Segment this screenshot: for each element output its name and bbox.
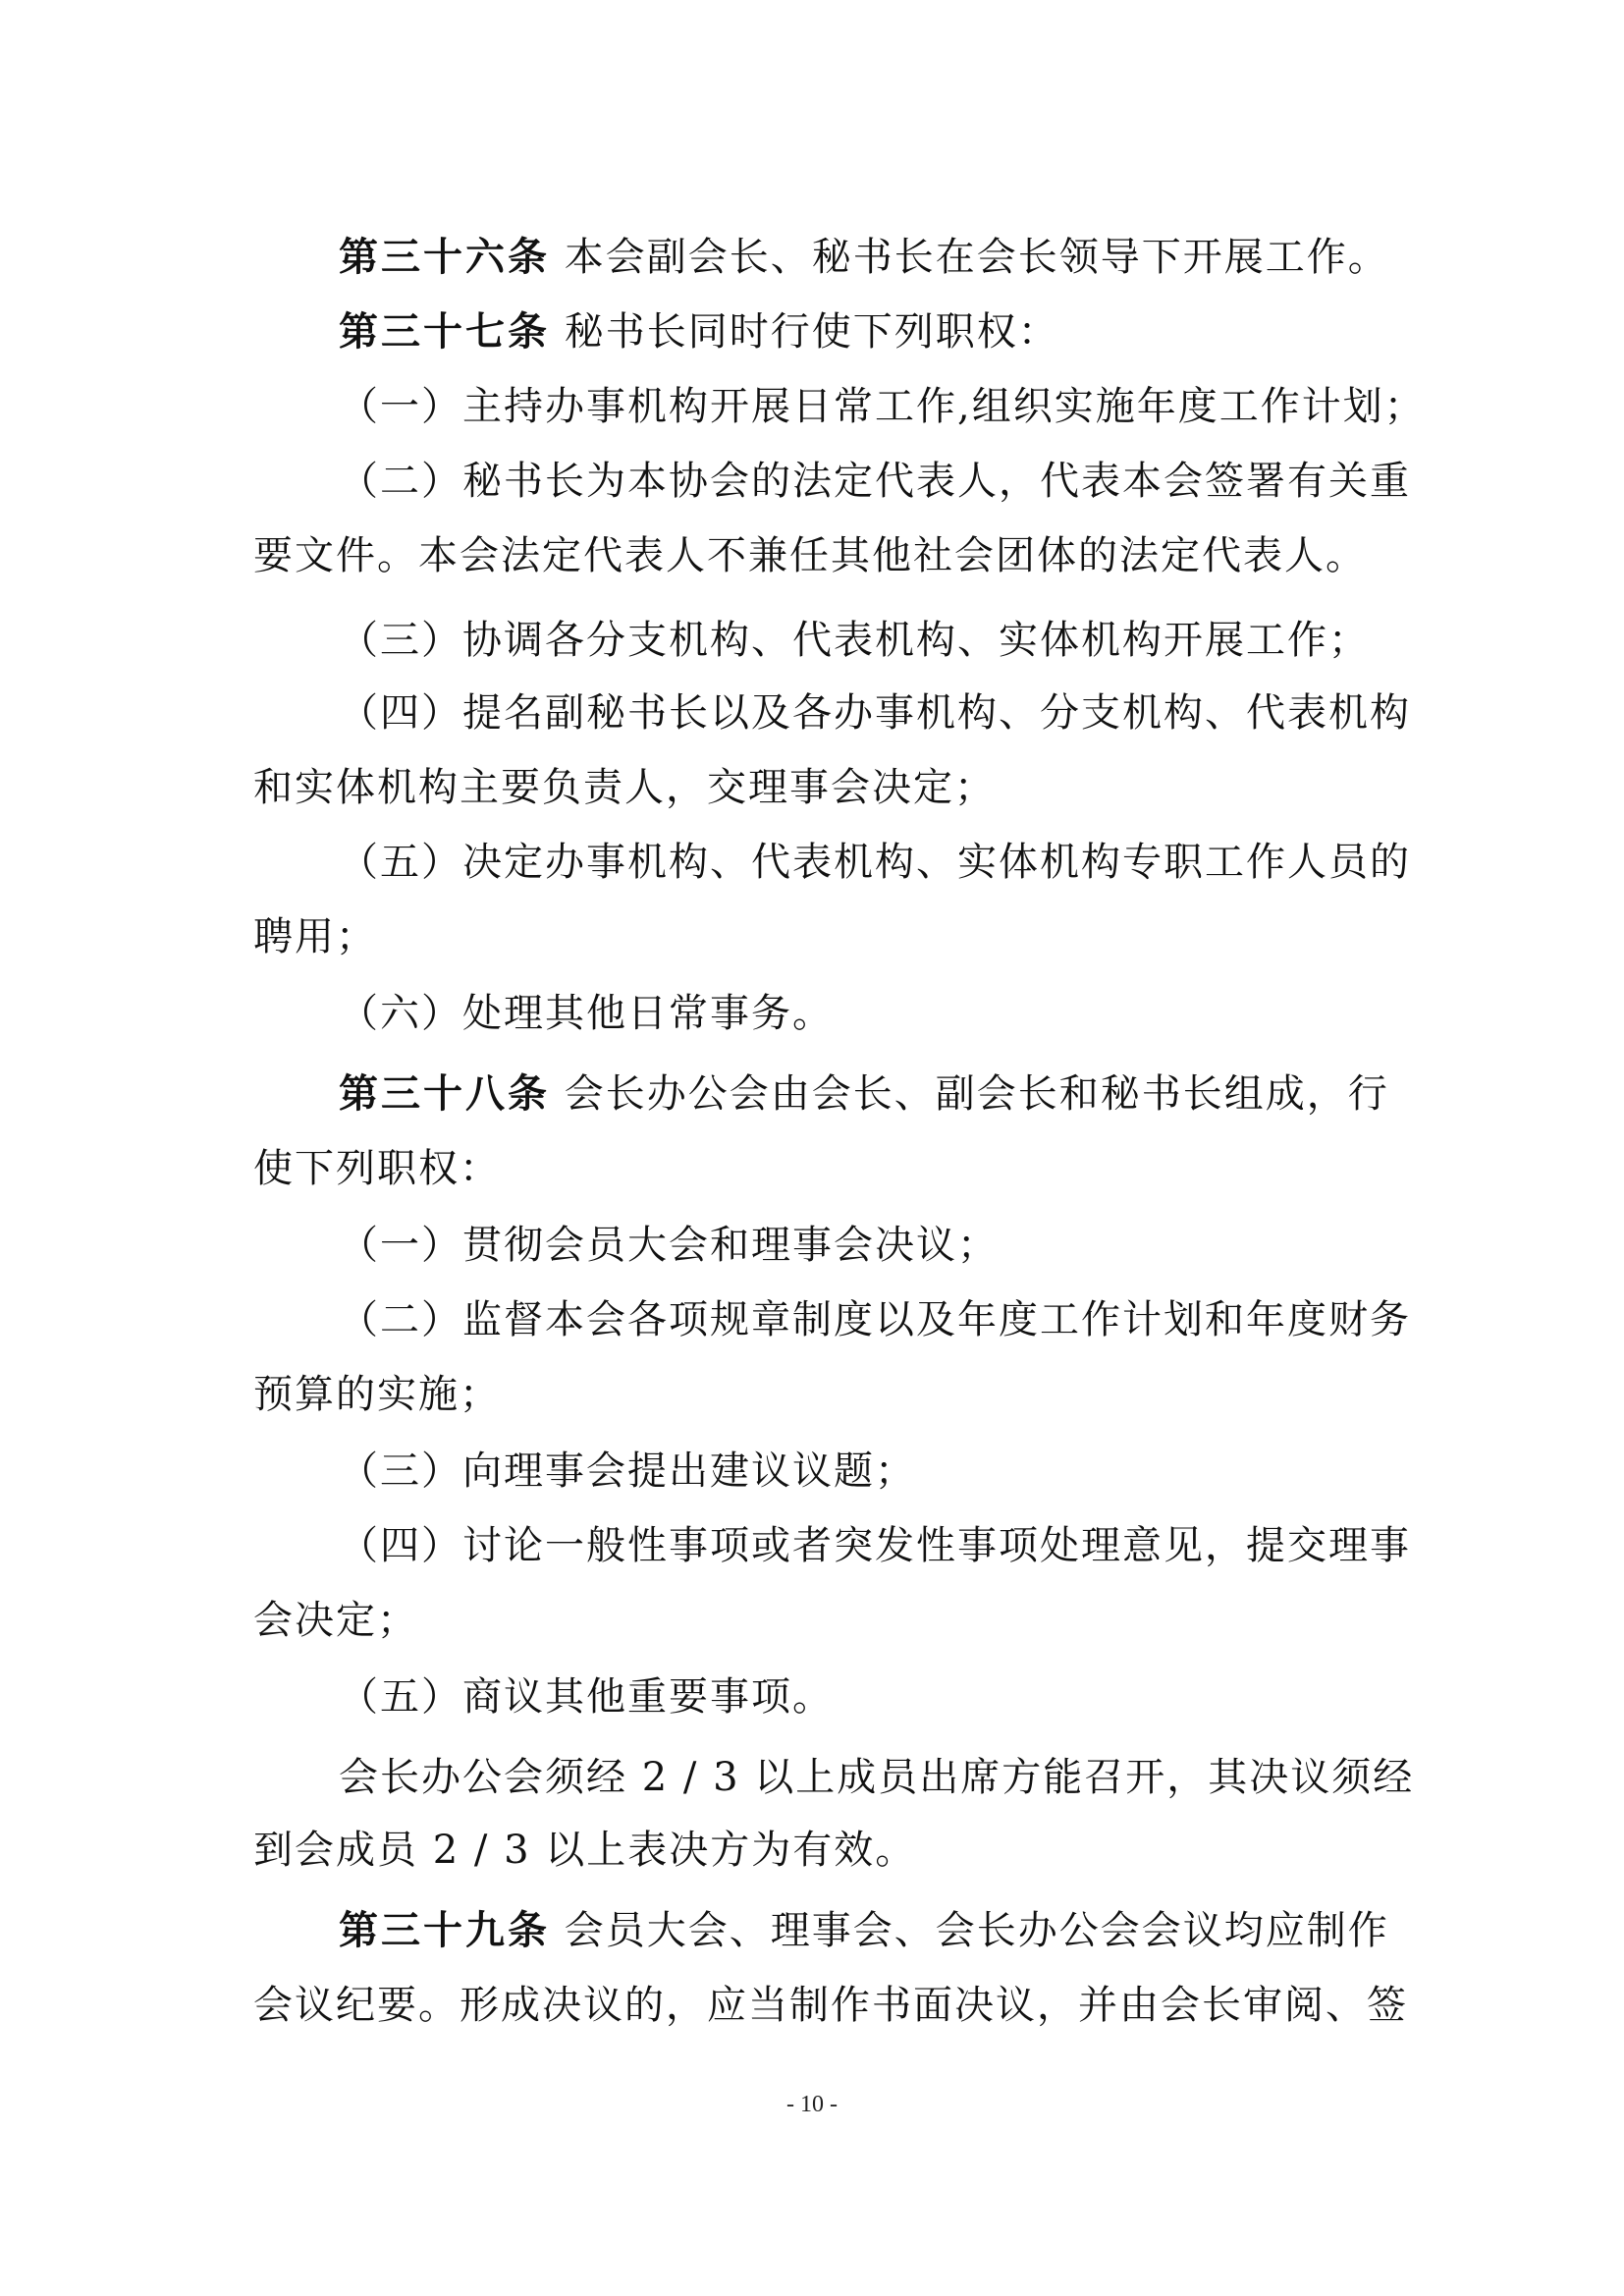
line-text: （五）决定办事机构、代表机构、实体机构专职工作人员的 — [339, 840, 1411, 885]
page-number: - 10 - — [786, 2092, 838, 2117]
text-line — [339, 687, 1411, 738]
line-text: （四）提名副秘书长以及各办事机构、分支机构、代表机构 — [339, 690, 1411, 736]
line-text: 到会成员 2 / 3 以上表决方为有效。 — [253, 1828, 917, 1873]
text-line — [253, 530, 1392, 581]
text-line — [253, 762, 1392, 813]
text-line — [253, 1369, 1392, 1420]
line-text: （五）商议其他重要事项。 — [339, 1674, 834, 1720]
line-text: （三）协调各分支机构、代表机构、实体机构开展工作； — [339, 618, 1370, 663]
text-line — [339, 615, 1392, 666]
text-line — [339, 1220, 1392, 1271]
text-line — [253, 1825, 1392, 1876]
text-line — [253, 1595, 1392, 1646]
line-text: 会员大会、理事会、会长办公会会议均应制作 — [550, 1908, 1389, 1953]
text-line — [339, 1520, 1411, 1571]
text-line — [339, 456, 1411, 507]
line-text: （二）监督本会各项规章制度以及年度工作计划和年度财务 — [339, 1297, 1411, 1342]
text-line — [339, 1068, 1392, 1120]
line-text: 聘用； — [253, 914, 377, 959]
article-number: 第三十八条 — [339, 1071, 550, 1117]
line-text: （一）贯彻会员大会和理事会决议； — [339, 1223, 999, 1268]
line-text: 要文件。本会法定代表人不兼任其他社会团体的法定代表人。 — [253, 533, 1367, 578]
line-text: 和实体机构主要负责人，交理事会决定； — [253, 765, 996, 810]
text-line — [339, 988, 1392, 1039]
text-line — [339, 1752, 1415, 1803]
line-text: 预算的实施； — [253, 1372, 501, 1417]
line-text: （二）秘书长为本协会的法定代表人，代表本会签署有关重 — [339, 459, 1411, 504]
text-line — [339, 232, 1392, 283]
line-text: （四）讨论一般性事项或者突发性事项处理意见，提交理事 — [339, 1523, 1411, 1568]
text-line — [339, 381, 1426, 432]
text-line — [253, 1143, 1392, 1194]
article-number: 第三十六条 — [339, 235, 550, 280]
text-line — [339, 1671, 1392, 1722]
text-line — [253, 911, 1392, 962]
text-line — [339, 1446, 1392, 1497]
line-text: 使下列职权： — [253, 1146, 501, 1191]
text-line — [339, 837, 1411, 888]
line-text: 秘书长同时行使下列职权： — [550, 309, 1059, 355]
article-number: 第三十七条 — [339, 309, 550, 355]
line-text: 会议纪要。形成决议的，应当制作书面决议，并由会长审阅、签 — [253, 1983, 1408, 2028]
text-line — [339, 1905, 1392, 1956]
line-text: 本会副会长、秘书长在会长领导下开展工作。 — [550, 235, 1389, 280]
line-text: （一）主持办事机构开展日常工作,组织实施年度工作计划； — [339, 384, 1426, 429]
line-text: 会长办公会由会长、副会长和秘书长组成，行 — [550, 1071, 1389, 1117]
text-line — [339, 306, 1392, 357]
line-text: （三）向理事会提出建议议题； — [339, 1449, 916, 1494]
line-text: 会决定； — [253, 1598, 418, 1643]
text-line — [253, 1980, 1408, 2031]
line-text: 会长办公会须经 2 / 3 以上成员出席方能召开，其决议须经 — [339, 1755, 1415, 1800]
line-text: （六）处理其他日常事务。 — [339, 991, 834, 1036]
article-number: 第三十九条 — [339, 1908, 550, 1953]
text-line — [339, 1294, 1411, 1345]
